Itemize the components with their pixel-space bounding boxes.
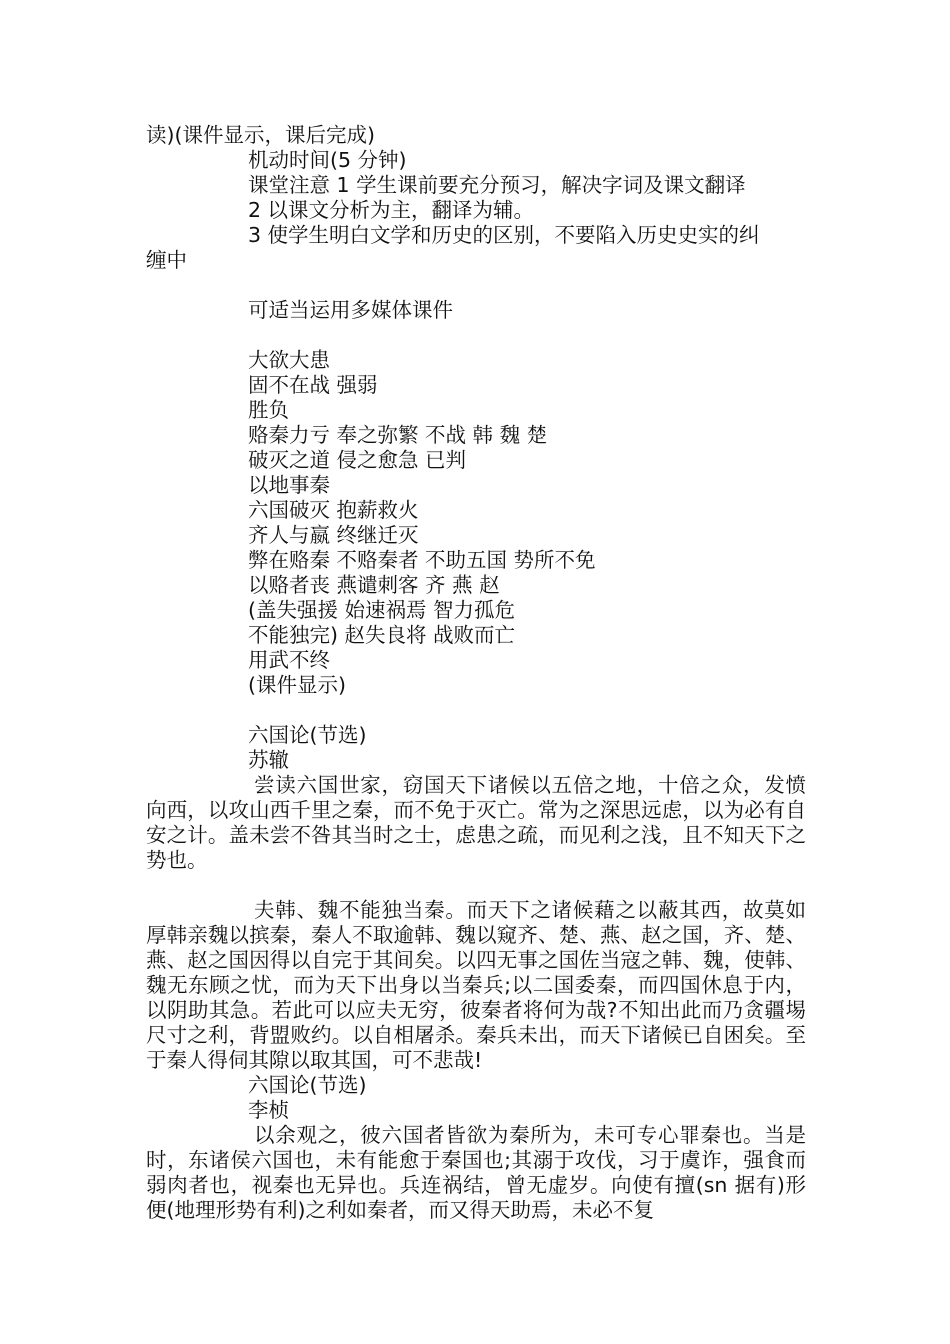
outline-line: 齐人与嬴 终继迁灭	[248, 523, 419, 547]
body-paragraph: 尝读六国世家，窃国天下诸候以五倍之地，十倍之众，发愤向西，以攻山西千里之秦，而不免于灭亡。常为之深思远虑，以为必有自安之计。盖未尝不咎其当时之士，虑患之疏，而见利之浅，且不知天下之势也。	[146, 773, 806, 872]
text-line: 3 使学生明白文学和历史的区别，不要陷入历史史实的纠	[248, 223, 760, 247]
section-title: 六国论(节选)	[248, 723, 367, 747]
text-line: 2 以课文分析为主，翻译为辅。	[248, 198, 535, 222]
outline-line: 不能独完) 赵失良将 战败而亡	[248, 623, 516, 647]
body-paragraph: 夫韩、魏不能独当秦。而天下之诸候藉之以蔽其西，故莫如厚韩亲魏以摈秦，秦人不取逾韩、魏以窥齐、楚、燕、赵之国，齐、楚、燕、赵之国因得以自完于其间矣。以四无事之国佐当寇之韩、魏，使韩、魏无东顾之忧，而为天下出身以当秦兵;以二国委秦，而四国休息于内，以阴助其急。若此可以应夫无穷，彼秦者将何为哉?不知出此而乃贪疆埸尺寸之利，背盟败约。以自相屠杀。秦兵未出，而天下诸候已自困矣。至于秦人得伺其隙以取其国，可不悲哉!	[146, 898, 806, 1072]
outline-line: 破灭之道 侵之愈急 已判	[248, 448, 467, 472]
outline-line: 赂秦力亏 奉之弥繁 不战 韩 魏 楚	[248, 423, 548, 447]
text-line: 读)(课件显示，课后完成)	[146, 123, 375, 147]
outline-line: 用武不终	[248, 648, 330, 672]
outline-line: (课件显示)	[248, 673, 346, 697]
section-title: 六国论(节选)	[248, 1073, 367, 1097]
section-author: 李桢	[248, 1098, 289, 1122]
text-line: 缠中	[146, 248, 187, 272]
outline-line: 以地事秦	[248, 473, 330, 497]
outline-line: 大欲大患	[248, 348, 330, 372]
outline-line: (盖失强援 始速祸焉 智力孤危	[248, 598, 516, 622]
text-line: 可适当运用多媒体课件	[248, 298, 453, 322]
outline-line: 以赂者丧 燕谴刺客 齐 燕 赵	[248, 573, 500, 597]
outline-line: 固不在战 强弱	[248, 373, 378, 397]
outline-line: 弊在赂秦 不赂秦者 不助五国 势所不免	[248, 548, 596, 572]
body-paragraph: 以余观之，彼六国者皆欲为秦所为，未可专心罪秦也。当是时，东诸侯六国也，未有能愈于秦国也;其溺于攻伐，习于虞诈，强食而弱肉者也，视秦也无异也。兵连祸结，曾无虚岁。向使有擅(sn 据有)形便(地理形势有利)之利如秦者，而又得天助焉，未必不复	[146, 1123, 806, 1222]
text-line: 课堂注意 1 学生课前要充分预习，解决字词及课文翻译	[248, 173, 746, 197]
section-author: 苏辙	[248, 748, 289, 772]
outline-line: 胜负	[248, 398, 289, 422]
outline-line: 六国破灭 抱薪救火	[248, 498, 419, 522]
text-line: 机动时间(5 分钟)	[248, 148, 407, 172]
